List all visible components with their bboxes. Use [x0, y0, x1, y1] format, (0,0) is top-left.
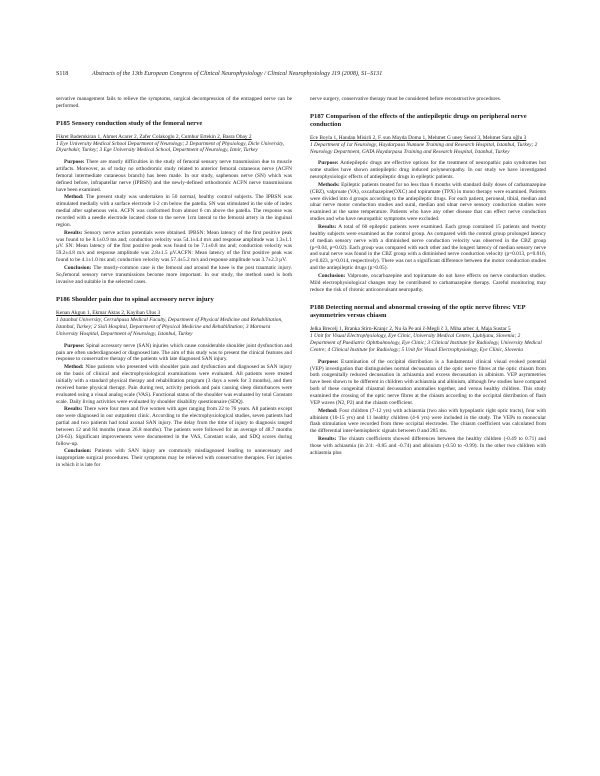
conclusion-paragraph: Conclusion: Patients with SAN injury are commonly misdiagnosed leading to unnecessary and inappropriate surgical procedures. Their symptoms may be relieved with conservative therapies. For injuries in which it is late for — [56, 448, 292, 469]
author-list: Jelka Brecelj 1, Branka Stirn-Kranjc 2, Nu ša Pe ani č-Megli č 3, Miha arbec 4, Maja Sustar 5 — [310, 326, 511, 333]
purpose-paragraph: Purpose: There are mostly difficulties in the study of femoral sensory nerve transmission due to muscle artifacts. Moreover, as of today no orthodromic study related to anterior femoral cutaneous nerve (ACFN femoral intermediate cutaneous branch) has been made. In our study, saphenous nerve (SN) which was defined before, infrapatellar nerve (IPBSN) and the newly-defined orthodromic ACFN nerve transmissions have been examined. — [56, 159, 292, 193]
purpose-paragraph: Purpose: Spinal accessory nerve (SAN) injuries which cause considerable shoulder joint dysfunction and pain are often underdiagnosed or diagnosed late. The aim of this study was to present the clinical features and response to conservative therapy of the patients with late diagnosed SAN injury. — [56, 342, 292, 363]
results-paragraph: Results: The chiasm coefficients showed differences between the healthy children (-0.49 to 0.71) and those with achiasmia (in 2/4: -0.85 and -0.74) and albinism (-0.50 to -0.99). In the other two children with achiasmia plus — [310, 436, 546, 456]
author-list: Kenan Akgun 1, Ekmar Aktas 2, Kayihan Ulus 3 — [56, 310, 161, 317]
purpose-paragraph: Purpose: Antiepileptic drugs are effective options for the treatment of neuropathic pain syndromes but some studies have shown antiepileptic drug induced polyneuropathy. In our study we have investigated neurophysiologic effects of antiepileptic drugs in epileptic patients. — [310, 160, 546, 181]
affiliations: 1 Department of 1st Neurology, Haydarpasa Numune Training and Research Hospital, Istanbul, Turkey; 2 Neurology Department, GATA Haydarpasa Training and Research Hospital, Istanbul, Turkey — [310, 141, 538, 155]
journal-citation: Abstracts of the 13th European Congress of Clinical Neurophysiology / Clinical Neurophysiology 119 (2008), S1–S131 — [92, 71, 383, 77]
affiliations: 1 Eye University Medical School Department of Neurology; 2 Department of Physiology, Dicle University, Diyarbakir, Turkey; 3 Ege University Medical School, Department of Neurology, Izmir, Turkey — [56, 140, 285, 154]
method-paragraph: Method: Nine patients who presented with shoulder pain and dysfunction and diagnosed as SAN injury on the basis of clinical and electrophysiological examinations were evaluated. All patients were treated initially with a standard physical therapy and rehabilitation program (3 days a week for 3 months), and then received home physical therapy. Pain during rest, activity periods and pain causing sleep disturbances were evaluated using a visual analog scale (VAS). Functional status of the shoulder was evaluated by total Constant scale. Daily living activities were evaluated by shoulder disability questionnaire (SDQ). — [56, 364, 292, 405]
abstract-title: P186 Shoulder pain due to spinal accessory nerve injury — [56, 296, 214, 304]
abstract-p186 — [56, 296, 292, 469]
author-list: Ece Boyla 1, Handan Misirli 2, F. sun Mayda Doma 1, Mehmet G uney Senol 3, Mehmet Sara oğlu 3 — [310, 134, 527, 141]
abstract-title: P185 Sensory conduction study of the femoral nerve — [56, 119, 203, 127]
author-list: Fikret Bademkiran 1, Ahmet Acarer 2, Zafer Colakoglu 2, Cumhur Ertekin 2, Basra Obay 2 — [56, 133, 252, 140]
conclusion-paragraph: Conclusion: Valproate, oxcarbazepine and topiramate do not have effects on nerve conduction studies. Mild electrophysiological changes may be contributed to carbamazepine therapy. Careful monitoring may reduce the risk of chronic anticonvulsant neuropathy. — [310, 272, 546, 293]
running-header — [56, 68, 544, 80]
abstract-p188 — [310, 304, 546, 456]
continued-text: nerve surgery, conservative therapy must be considered before reconstructive procedures. — [310, 96, 502, 102]
results-paragraph: Results: There were four men and five women with ages ranging from 22 to 76 years. All patients except one were diagnosed in our outpatient clinic. According to the electrophysiological studies, seven patients had partial and two patients had total axonal SAN injury. The delay from the time of injury to diagnosis ranged between 12 and 84 months (mean 26.8 months). The patients were followed for an average of 48.7 months (26-63). Significant improvements were documented in the VAS, Constant scale, and SDQ scores during follow-up. — [56, 406, 292, 447]
conclusion-paragraph: Conclusion: The mostly-common case is the femoral and around the knee is the post traumatic injury. So,femoral sensory nerve transmissions become more important. In our study, the method used is both invasive and suitable in the selected cases. — [56, 264, 292, 285]
abstract-title: P187 Comparison of the effects of the antiepileptic drugs on peripheral nerve conduction — [310, 112, 527, 128]
results-paragraph: Results: A total of 60 epileptic patients were examined. Each group contained 15 patients and twenty healthy subjects were examined as the control group. As compared with the control group prolonged latency of median sensory nerve with a diminished nerve conduction velocity was observed in the CBZ group (p=0.04, p=0.02). Each group was compared with each other and the longest latency of median sensory nerve and sural nerve was found in the CBZ group with a diminished nerve conduction velocity (p=0.013, p=0.016, p=0.023, p=0.014, respectively). There was not a significant difference between the motor conduction studies and the antiepileptic drugs (p>0.05). — [310, 223, 546, 272]
affiliations: 1 Istanbul University, Cerrahpasa Medical Faculty, Department of Physical Medicine and Rehabilitation, Istanbul, Turkey; 2 Sisli Hospital, Department of Physical Medicine and Rehabilitation; 3 Marmara University Hospital, Department of Neurology, Istanbul, Turkey — [56, 317, 283, 337]
methods-paragraph: Methods: Epileptic patients treated for no less than 6 months with standard daily doses of carbamazepine (CBZ), valproate (VA), oxcarbazepine(OXC) and topiramate (TPX) in mono therapy were examined. Patients were divided into 4 groups according to the antiepileptic drugs. For each patient, peroneal, tibial, median and ulnar nerve motor conduction studies and sural, median and ulnar nerve sensory conduction studies were examined at the same temperature. Patients who have any other disease that can effect nerve conduction studies and who have neuropathic symptoms were excluded. — [310, 181, 546, 223]
left-column — [56, 96, 292, 480]
method-paragraph: Method: Four children (7-12 yrs) with achiasmia (two also with hypoplastic right optic tracts), four with albinism (10-15 yrs) and 11 healthy children (4-6 yrs) were included in the study. The VEPs to monocular flash stimulation were recorded from three occipital electrodes. The chiasm coefficient was calculated from the differential inter-hemispheric signals between 0 and 285 ms. — [310, 407, 546, 435]
affiliations: 1 Unit for Visual Electrophysiology, Eye Clinic, University Medical Centre, Ljubljana, Slovenia; 2 Department of Paediatric Ophthalmology, Eye Clinic; 3 Clinical Institute for Radiology, University Medical Centre; 4 Clinical Institute for Radiology; 5 Unit for Visual Electrophysiology, Eye Clinic, Slovenia — [310, 333, 542, 353]
purpose-paragraph: Purpose: Examination of the occipital distribution is a fundamental clinical visual evoked potential (VEP) investigation that distinguishes normal decussation of the optic nerve fibres at the optic chiasm from both congenitally reduced decussation in achiasmia and excess decussation in albinism. VEP asymmetries have been shown to be different in children with achiasmia and albinism, although few studies have compared both of these congenital chiasmal decussation anomalies together, and versus healthy children. This study examined the crossing of the optic nerve fibres at the chiasm according to the occipital distribution of flash VEP waves (N2, P2) and the chiasm coefficient. — [310, 358, 546, 406]
abstract-p185 — [56, 120, 292, 286]
results-paragraph: Results: Sensory nerve action potentials were obtained. IPBSN: Mean latency of the first positive peak was found to be 8.1±0.9 ms and; conduction velocity was 54.1±4.4 m/s and response amplitude was 1.3±1.1 µV. SN: Mean latency of the first positive peak was found to be 7.1±0.8 ms and; conduction velocity was 59.2±4.8 m/s and response amplitude was 2.8±1.5 µV.ACFN: Mean latency of the first positive peak was found to be 4.1±1.0 ms and; conduction velocity was 57.4±5.2 m/s and response amplitude was 3.7±2.3 µV. — [56, 229, 292, 264]
abstract-title: P188 Detecting normal and abnormal crossing of the optic nerve fibres: VEP asymmetries versus chiasm — [310, 304, 526, 320]
abstract-p187 — [310, 113, 546, 294]
method-paragraph: Method: The present study was undertaken in 50 normal, healthy control subjects. The IPBSN was stimulated medially with a surface electrode 1-2 cm below the patella. SN was stimulated in the side of index medial after saphenous vein. ACFN was conformed from almost 6 cm above the patella. The response was recorded with a needle electrode located close to the nerve 1cm lateral to the femoral artery in the inguinal region. — [56, 194, 292, 228]
page-number: S118 — [56, 71, 69, 77]
continued-text: servative management fails to relieve the symptoms, surgical decompression of the entrapped nerve can be performed. — [56, 96, 292, 109]
right-column — [310, 96, 546, 468]
